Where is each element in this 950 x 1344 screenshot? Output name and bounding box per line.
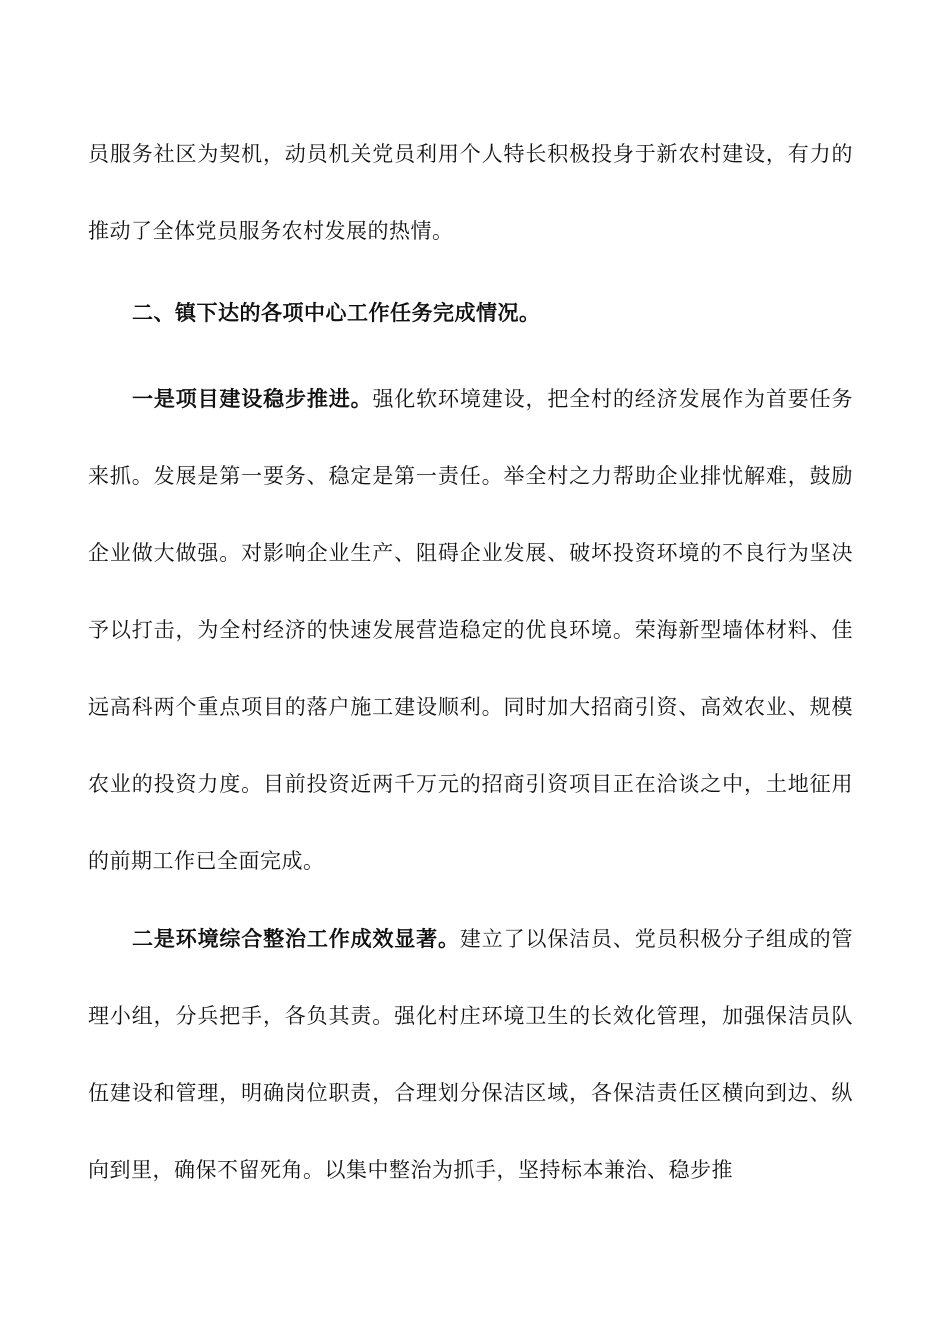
paragraph-continuation-text: 员服务社区为契机，动员机关党员利用个人特长积极投身于新农村建设，有力的推动了全体党员服务农村发展的热情。 [88, 142, 853, 243]
section-heading-text: 二、镇下达的各项中心工作任务完成情况。 [132, 301, 541, 325]
paragraph-item-1 [88, 361, 853, 900]
item-1-body: 强化软环境建设，把全村的经济发展作为首要任务来抓。发展是第一要务、稳定是第一责任。举全村之力帮助企业排忧解难，鼓励企业做大做强。对影响企业生产、阻碍企业发展、破坏投资环境的不良行为坚决予以打击，为全村经济的快速发展营造稳定的优良环境。荣海新型墙体材料、佳远高科两个重点项目的落户施工建设顺利。同时加大招商引资、高效农业、规模农业的投资力度。目前投资近两千万元的招商引资项目正在洽谈之中，土地征用的前期工作已全面完成。 [88, 387, 853, 873]
section-heading [88, 275, 853, 352]
item-1-lead: 一是项目建设稳步推进。 [132, 387, 373, 411]
paragraph-item-2 [88, 901, 853, 1209]
paragraph-continuation [88, 116, 853, 270]
item-2-lead: 二是环境综合整治工作成效显著。 [132, 927, 460, 951]
item-2-body: 建立了以保洁员、党员积极分子组成的管理小组，分兵把手，各负其责。强化村庄环境卫生的长效化管理，加强保洁员队伍建设和管理，明确岗位职责，合理划分保洁区域，各保洁责任区横向到边、纵向到里，确保不留死角。以集中整治为抓手，坚持标本兼治、稳步推 [88, 927, 853, 1182]
